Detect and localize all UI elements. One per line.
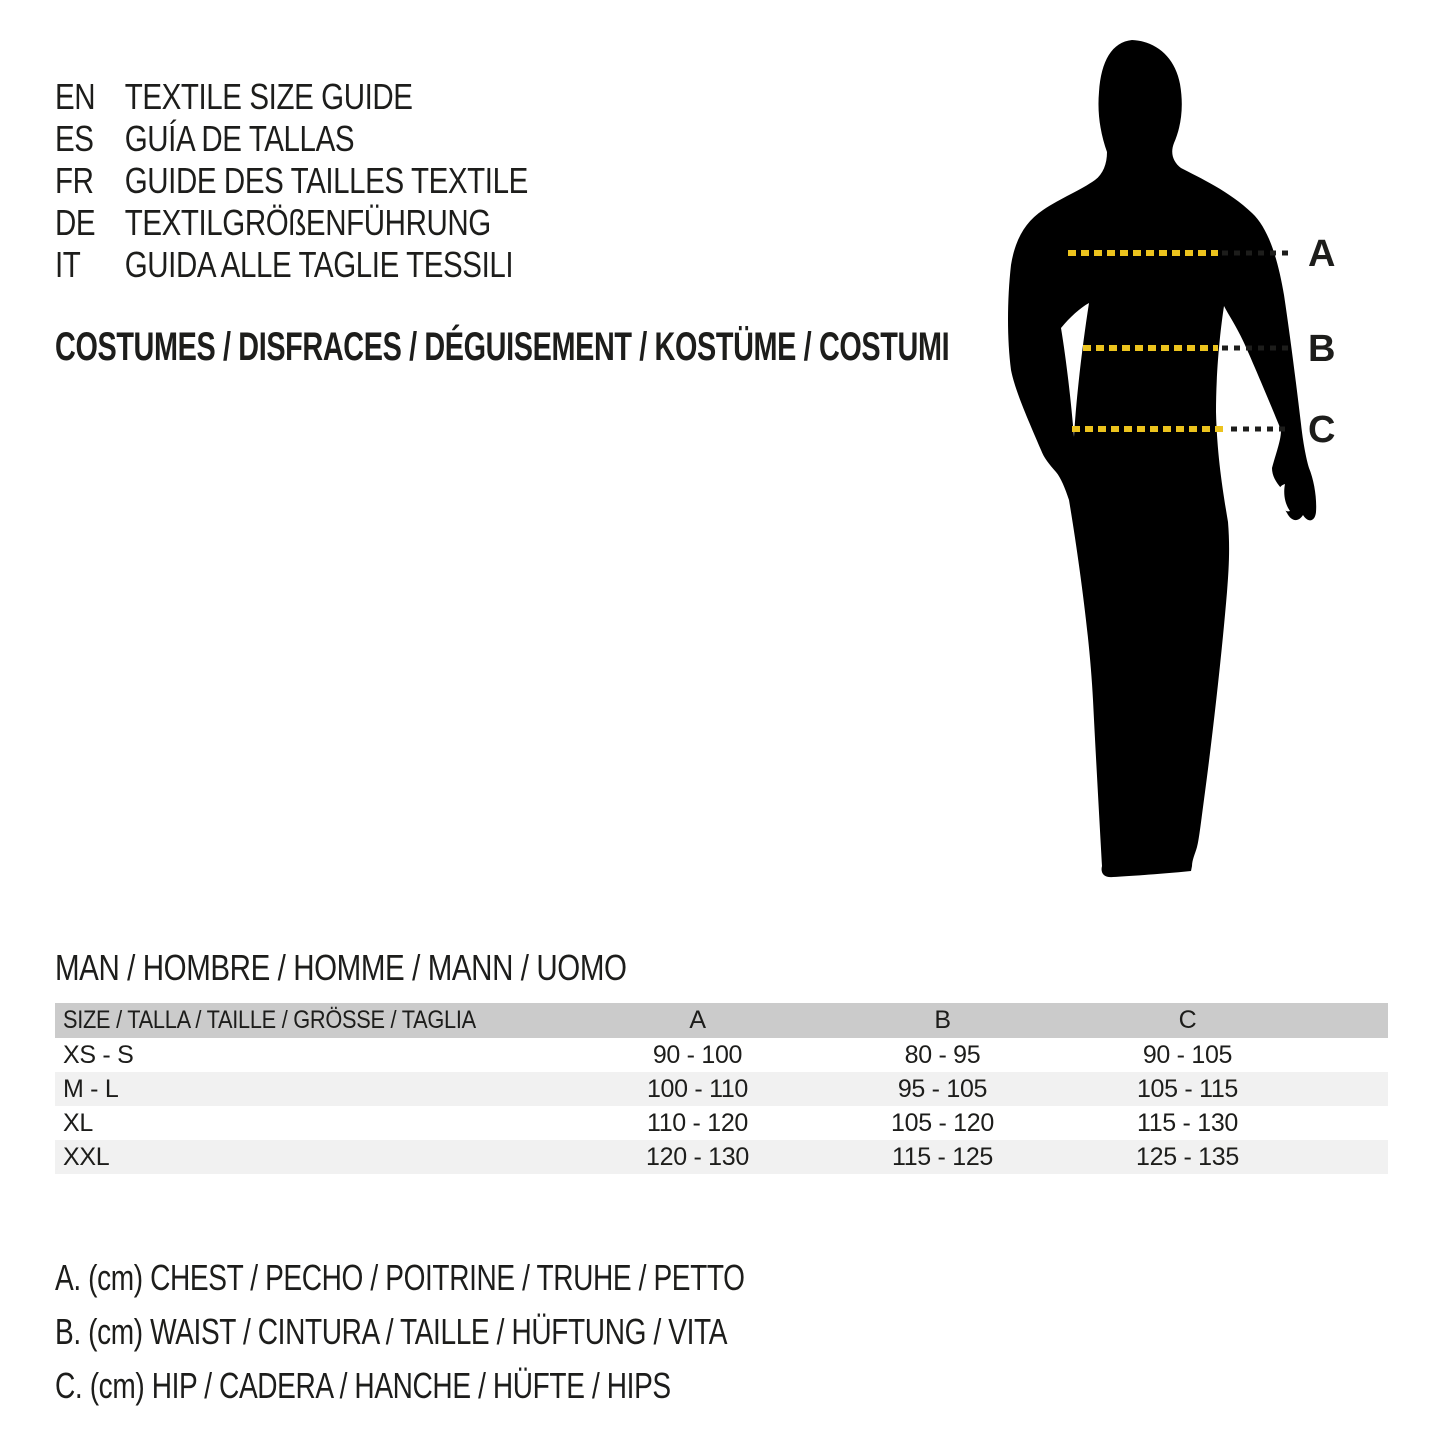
hip-cell: 90 - 105 bbox=[1142, 1041, 1233, 1069]
language-code: IT bbox=[55, 244, 81, 285]
hip-cell: 125 - 135 bbox=[1136, 1143, 1239, 1171]
size-table bbox=[55, 1003, 1388, 1174]
chest-cell: 100 - 110 bbox=[646, 1075, 749, 1103]
legend-text: A. (cm) CHEST / PECHO / POITRINE / TRUHE / PETTO bbox=[55, 1257, 745, 1298]
size-row-xxl bbox=[55, 1140, 1388, 1174]
waist-cell: 95 - 105 bbox=[897, 1075, 988, 1103]
language-label: TEXTILE SIZE GUIDE bbox=[124, 76, 413, 117]
size-row-m-l bbox=[55, 1072, 1388, 1106]
column-header-c: C bbox=[1178, 1006, 1197, 1034]
legend-item-waist bbox=[55, 1305, 939, 1359]
chest-cell: 110 - 120 bbox=[646, 1109, 749, 1137]
language-label: TEXTILGRÖßENFÜHRUNG bbox=[124, 202, 491, 243]
hip-cell: 105 - 115 bbox=[1136, 1075, 1239, 1103]
legend-item-hip bbox=[55, 1359, 939, 1413]
column-header-a: A bbox=[689, 1006, 706, 1034]
size-cell: XL bbox=[63, 1109, 93, 1137]
measurement-legend bbox=[55, 1251, 939, 1413]
man-silhouette bbox=[1008, 40, 1316, 877]
legend-item-chest bbox=[55, 1251, 939, 1305]
size-column-header-text: SIZE / TALLA / TAILLE / GRÖSSE / TAGLIA bbox=[63, 1006, 476, 1034]
size-row-xl bbox=[55, 1106, 1388, 1140]
size-column-header bbox=[55, 1003, 575, 1038]
hip-cell: 115 - 130 bbox=[1136, 1109, 1239, 1137]
language-code: DE bbox=[55, 202, 96, 243]
language-label: GUÍA DE TALLAS bbox=[124, 118, 355, 159]
language-label: GUIDA ALLE TAGLIE TESSILI bbox=[124, 244, 514, 285]
waist-cell: 115 - 125 bbox=[891, 1143, 994, 1171]
measure-label-b: B bbox=[1308, 328, 1336, 370]
chest-cell: 120 - 130 bbox=[646, 1143, 749, 1171]
legend-text: B. (cm) WAIST / CINTURA / TAILLE / HÜFTUNG / VITA bbox=[55, 1311, 728, 1352]
size-table-header-row bbox=[55, 1003, 1388, 1038]
column-header-b: B bbox=[934, 1006, 951, 1034]
language-code: ES bbox=[55, 118, 94, 159]
waist-cell: 80 - 95 bbox=[904, 1041, 981, 1069]
category-title-text: COSTUMES / DISFRACES / DÉGUISEMENT / KOSTÜME / COSTUMI bbox=[55, 325, 950, 369]
size-row-xs-s bbox=[55, 1038, 1388, 1072]
measure-label-c: C bbox=[1308, 409, 1336, 451]
chest-cell: 90 - 100 bbox=[652, 1041, 743, 1069]
measure-label-a: A bbox=[1308, 233, 1336, 275]
legend-text: C. (cm) HIP / CADERA / HANCHE / HÜFTE / HIPS bbox=[55, 1365, 671, 1406]
section-title-text: MAN / HOMBRE / HOMME / MANN / UOMO bbox=[55, 947, 627, 988]
size-cell: M - L bbox=[63, 1075, 119, 1103]
waist-cell: 105 - 120 bbox=[891, 1109, 994, 1137]
language-code: EN bbox=[55, 76, 96, 117]
language-label: GUIDE DES TAILLES TEXTILE bbox=[124, 160, 528, 201]
size-cell: XS - S bbox=[63, 1041, 134, 1069]
section-title-man bbox=[55, 948, 752, 988]
size-cell: XXL bbox=[63, 1143, 110, 1171]
language-code: FR bbox=[55, 160, 94, 201]
